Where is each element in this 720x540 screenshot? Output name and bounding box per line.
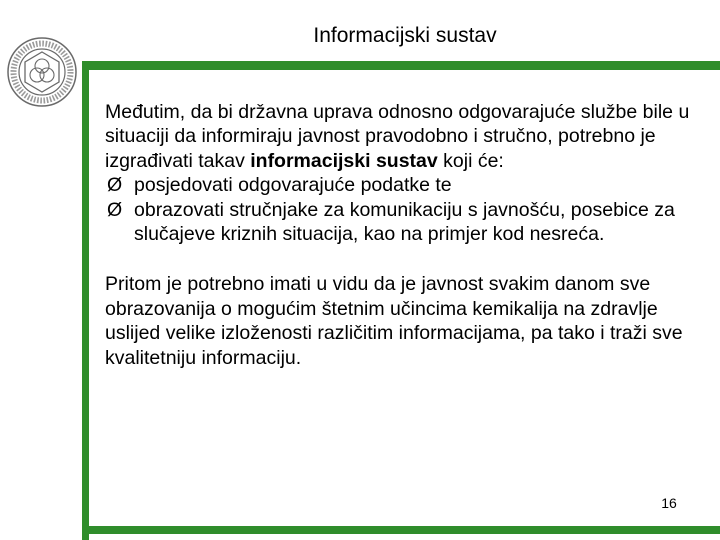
top-accent-bar xyxy=(82,61,720,70)
bullet-item-2 xyxy=(105,198,705,247)
slide-title: Informacijski sustav xyxy=(313,24,497,47)
bullet-text-1: posjedovati odgovarajuće podatke te xyxy=(134,174,452,197)
university-seal-icon xyxy=(6,36,78,108)
page-number: 16 xyxy=(661,495,677,511)
bottom-accent-bar xyxy=(82,526,720,534)
left-accent-bar xyxy=(82,61,89,540)
arrow-bullet-icon: Ø xyxy=(107,198,123,221)
bullet-text-2: obrazovati stručnjake za komunikaciju s javnošću, posebice za slučajeve kriznih situacija, kao na primjer kod nesreća. xyxy=(134,198,675,246)
intro-emphasis: informacijski sustav xyxy=(250,149,438,172)
intro-text: Međutim, da bi državna uprava odnosno odgovarajuće službe bile u situaciji da informiraju javnost pravodobno i stručno, potrebno je izgrađivati takav xyxy=(105,101,690,172)
intro-text-end: koji će: xyxy=(437,149,504,172)
intro-paragraph xyxy=(105,100,705,173)
second-paragraph: Pritom je potrebno imati u vidu da je javnost svakim danom sve obrazovanija o mogućim štetnim učincima kemikalija na zdravlje uslijed velike izloženosti različitim informacijama, pa tako i traži sve kvalitetniju informaciju. xyxy=(105,273,683,369)
slide-body xyxy=(105,100,705,370)
bullet-item-1 xyxy=(105,173,705,197)
arrow-bullet-icon: Ø xyxy=(107,174,123,197)
